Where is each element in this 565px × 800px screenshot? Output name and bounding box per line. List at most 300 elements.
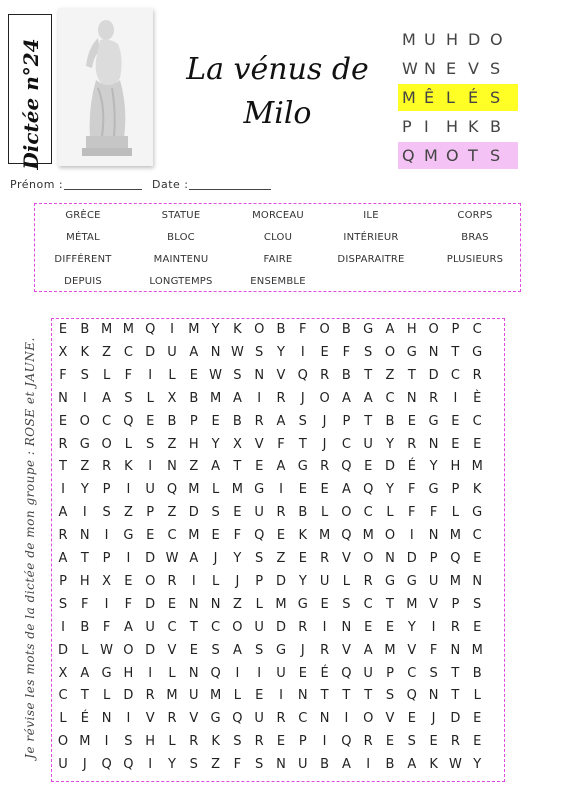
grid-letter[interactable]: C (102, 413, 112, 429)
grid-letter[interactable]: J (322, 436, 327, 452)
grid-letter[interactable]: H (123, 665, 134, 681)
grid-letter[interactable]: I (82, 390, 87, 406)
grid-letter[interactable]: M (449, 528, 461, 544)
grid-letter[interactable]: F (59, 367, 67, 383)
grid-letter[interactable]: R (189, 734, 199, 750)
grid-letter[interactable]: L (168, 665, 176, 681)
grid-letter[interactable]: C (211, 619, 221, 635)
grid-letter[interactable]: E (407, 413, 416, 429)
grid-letter[interactable]: R (363, 573, 373, 589)
grid-letter[interactable]: G (79, 436, 90, 452)
grid-letter[interactable]: I (104, 734, 109, 750)
grid-letter[interactable]: D (406, 551, 417, 566)
grid-letter[interactable]: C (341, 436, 351, 452)
grid-letter[interactable]: G (406, 344, 417, 360)
grid-letter[interactable]: M (318, 528, 331, 544)
grid-letter[interactable]: Q (145, 322, 156, 337)
grid-letter[interactable]: K (472, 482, 482, 498)
grid-letter[interactable]: A (189, 344, 199, 360)
grid-letter[interactable]: Q (341, 528, 352, 544)
grid-letter[interactable]: L (168, 734, 176, 750)
grid-letter[interactable]: Q (254, 528, 265, 544)
grid-letter[interactable]: T (233, 459, 242, 475)
grid-letter[interactable]: S (407, 734, 416, 750)
grid-letter[interactable]: U (145, 482, 155, 498)
grid-letter[interactable]: N (101, 711, 112, 727)
grid-letter[interactable]: R (298, 619, 308, 635)
grid-letter[interactable]: I (126, 711, 131, 727)
grid-letter[interactable]: I (170, 322, 174, 337)
grid-letter[interactable]: K (80, 344, 90, 360)
grid-letter[interactable]: I (322, 619, 327, 635)
grid-letter[interactable]: Z (167, 505, 177, 521)
grid-letter[interactable]: P (59, 573, 67, 589)
grid-letter[interactable]: L (342, 573, 351, 589)
grid-letter[interactable]: G (123, 528, 134, 544)
grid-letter[interactable]: X (58, 665, 68, 681)
grid-letter[interactable]: E (189, 642, 198, 658)
grid-letter[interactable]: J (82, 757, 87, 773)
prenom-blank[interactable] (64, 189, 142, 190)
grid-letter[interactable]: E (58, 413, 68, 429)
grid-letter[interactable]: Y (211, 436, 220, 452)
grid-letter[interactable]: N (319, 711, 330, 727)
grid-letter[interactable]: Z (167, 436, 177, 452)
grid-letter[interactable]: O (384, 528, 396, 544)
grid-letter[interactable]: Y (386, 482, 394, 498)
grid-letter[interactable]: R (320, 459, 330, 475)
grid-letter[interactable]: F (124, 596, 133, 612)
grid-letter[interactable]: Z (211, 757, 221, 773)
grid-letter[interactable]: Q (123, 757, 134, 773)
grid-letter[interactable]: O (428, 322, 439, 337)
grid-letter[interactable]: Q (166, 482, 178, 498)
grid-letter[interactable]: U (145, 619, 155, 635)
grid-letter[interactable]: S (364, 344, 373, 360)
grid-letter[interactable]: O (145, 573, 156, 589)
grid-letter[interactable]: M (384, 642, 396, 658)
grid-letter[interactable]: M (209, 688, 222, 704)
grid-letter[interactable]: G (472, 344, 483, 360)
grid-letter[interactable]: I (344, 711, 349, 727)
grid-letter[interactable]: G (472, 505, 483, 521)
grid-letter[interactable]: U (298, 757, 308, 773)
grid-letter[interactable]: X (102, 573, 112, 589)
grid-letter[interactable]: D (428, 367, 439, 383)
grid-letter[interactable]: X (58, 344, 68, 360)
grid-letter[interactable]: L (211, 573, 220, 589)
grid-letter[interactable]: H (145, 734, 156, 750)
grid-letter[interactable]: T (364, 413, 373, 429)
grid-letter[interactable]: L (386, 505, 394, 521)
grid-letter[interactable]: Y (168, 757, 176, 773)
grid-letter[interactable]: V (276, 367, 286, 383)
grid-letter[interactable]: E (473, 734, 482, 750)
grid-letter[interactable]: R (363, 734, 373, 750)
grid-letter[interactable]: C (407, 665, 417, 681)
grid-letter[interactable]: L (451, 505, 460, 521)
grid-letter[interactable]: E (211, 528, 220, 544)
grid-letter[interactable]: Q (232, 711, 243, 727)
grid-letter[interactable]: D (450, 711, 461, 727)
grid-letter[interactable]: Y (233, 551, 242, 566)
grid-letter[interactable]: L (124, 436, 133, 452)
grid-letter[interactable]: O (319, 322, 330, 337)
grid-letter[interactable]: A (363, 642, 373, 658)
grid-letter[interactable]: S (298, 413, 307, 429)
grid-letter[interactable]: O (123, 642, 134, 658)
grid-letter[interactable]: P (189, 413, 198, 429)
grid-letter[interactable]: M (231, 482, 243, 498)
grid-letter[interactable]: J (300, 642, 305, 658)
grid-letter[interactable]: H (450, 459, 461, 475)
grid-letter[interactable]: I (322, 734, 327, 750)
grid-letter[interactable]: Z (80, 459, 90, 475)
grid-letter[interactable]: C (123, 344, 133, 360)
grid-letter[interactable]: I (82, 505, 87, 521)
grid-letter[interactable]: R (450, 734, 460, 750)
grid-letter[interactable]: E (298, 482, 307, 498)
grid-letter[interactable]: B (320, 757, 330, 773)
grid-letter[interactable]: D (57, 642, 68, 658)
grid-letter[interactable]: N (428, 528, 439, 544)
grid-letter[interactable]: V (429, 596, 439, 612)
grid-letter[interactable]: M (209, 390, 222, 406)
grid-letter[interactable]: B (80, 322, 90, 337)
grid-letter[interactable]: I (148, 367, 153, 383)
grid-letter[interactable]: W (100, 642, 114, 658)
grid-letter[interactable]: N (428, 344, 439, 360)
grid-letter[interactable]: E (473, 551, 482, 566)
grid-letter[interactable]: K (233, 322, 242, 337)
grid-letter[interactable]: X (232, 436, 242, 452)
grid-letter[interactable]: I (279, 688, 283, 704)
grid-letter[interactable]: E (146, 413, 155, 429)
grid-letter[interactable]: E (473, 436, 482, 452)
grid-letter[interactable]: I (191, 573, 196, 589)
grid-letter[interactable]: S (146, 436, 155, 452)
grid-letter[interactable]: I (126, 482, 131, 498)
grid-letter[interactable]: P (451, 322, 460, 337)
grid-letter[interactable]: S (80, 367, 89, 383)
grid-letter[interactable]: V (341, 551, 351, 566)
grid-letter[interactable]: C (385, 390, 395, 406)
grid-letter[interactable]: N (428, 688, 439, 704)
grid-letter[interactable]: P (451, 482, 460, 498)
grid-letter[interactable]: L (59, 711, 67, 727)
grid-letter[interactable]: I (300, 344, 305, 360)
grid-letter[interactable]: E (276, 734, 286, 750)
grid-letter[interactable]: L (320, 505, 329, 521)
grid-letter[interactable]: E (364, 619, 373, 635)
grid-letter[interactable]: E (298, 551, 307, 566)
grid-letter[interactable]: Z (123, 505, 133, 521)
grid-letter[interactable]: T (298, 436, 307, 452)
grid-letter[interactable]: E (473, 619, 482, 635)
grid-letter[interactable]: G (297, 596, 308, 612)
grid-letter[interactable]: A (80, 665, 90, 681)
grid-letter[interactable]: J (322, 413, 327, 429)
grid-letter[interactable]: O (232, 619, 243, 635)
grid-letter[interactable]: M (406, 596, 418, 612)
grid-letter[interactable]: Q (341, 734, 352, 750)
grid-letter[interactable]: I (148, 665, 153, 681)
grid-letter[interactable]: N (167, 459, 177, 475)
grid-letter[interactable]: Z (276, 551, 286, 566)
grid-letter[interactable]: S (385, 688, 395, 704)
grid-letter[interactable]: G (363, 322, 374, 337)
grid-letter[interactable]: S (342, 596, 351, 612)
grid-letter[interactable]: H (79, 573, 90, 589)
grid-letter[interactable]: O (57, 734, 69, 750)
grid-letter[interactable]: R (254, 413, 264, 429)
grid-letter[interactable]: L (102, 367, 111, 383)
grid-letter[interactable]: E (276, 528, 286, 544)
grid-letter[interactable]: N (385, 551, 395, 566)
grid-letter[interactable]: W (165, 551, 179, 566)
grid-letter[interactable]: S (211, 642, 220, 658)
grid-letter[interactable]: R (472, 367, 482, 383)
grid-letter[interactable]: R (320, 551, 330, 566)
grid-letter[interactable]: I (453, 390, 458, 406)
grid-letter[interactable]: O (79, 413, 90, 429)
grid-letter[interactable]: L (102, 688, 111, 704)
grid-letter[interactable]: A (363, 390, 373, 406)
grid-letter[interactable]: E (429, 734, 438, 750)
grid-letter[interactable]: K (298, 528, 308, 544)
grid-letter[interactable]: R (276, 505, 286, 521)
grid-letter[interactable]: E (233, 505, 242, 521)
grid-letter[interactable]: C (472, 322, 482, 337)
grid-letter[interactable]: T (451, 688, 460, 704)
grid-letter[interactable]: Q (210, 665, 221, 681)
grid-letter[interactable]: W (448, 757, 462, 773)
grid-letter[interactable]: L (211, 482, 220, 498)
grid-letter[interactable]: E (255, 459, 264, 475)
grid-letter[interactable]: N (58, 390, 68, 406)
grid-letter[interactable]: I (148, 459, 153, 475)
grid-letter[interactable]: É (407, 459, 416, 475)
grid-letter[interactable]: Q (101, 757, 112, 773)
grid-letter[interactable]: R (407, 436, 417, 452)
grid-letter[interactable]: T (320, 688, 329, 704)
grid-letter[interactable]: E (146, 528, 155, 544)
grid-letter[interactable]: T (80, 551, 89, 566)
grid-letter[interactable]: L (168, 367, 176, 383)
grid-letter[interactable]: W (209, 367, 223, 383)
grid-letter[interactable]: P (146, 505, 155, 521)
grid-letter[interactable]: D (145, 551, 156, 566)
grid-letter[interactable]: N (210, 344, 221, 360)
grid-letter[interactable]: O (101, 436, 112, 452)
grid-letter[interactable]: T (451, 344, 460, 360)
grid-letter[interactable]: G (297, 459, 308, 475)
grid-letter[interactable]: A (276, 413, 286, 429)
grid-letter[interactable]: Q (341, 665, 352, 681)
grid-letter[interactable]: F (299, 322, 307, 337)
grid-letter[interactable]: E (385, 734, 395, 750)
grid-letter[interactable]: A (341, 482, 351, 498)
grid-letter[interactable]: R (320, 367, 330, 383)
grid-letter[interactable]: F (124, 367, 133, 383)
grid-letter[interactable]: A (341, 757, 351, 773)
grid-letter[interactable]: F (429, 642, 438, 658)
grid-letter[interactable]: A (211, 459, 221, 475)
grid-letter[interactable]: B (232, 413, 242, 429)
grid-letter[interactable]: V (189, 711, 199, 727)
grid-letter[interactable]: N (450, 642, 461, 658)
grid-letter[interactable]: R (167, 573, 177, 589)
grid-letter[interactable]: S (124, 734, 133, 750)
grid-letter[interactable]: R (58, 436, 68, 452)
grid-letter[interactable]: B (385, 757, 395, 773)
grid-letter[interactable]: É (80, 711, 89, 727)
grid-letter[interactable]: B (385, 413, 395, 429)
grid-letter[interactable]: R (320, 642, 330, 658)
grid-letter[interactable]: T (80, 688, 89, 704)
grid-letter[interactable]: M (188, 482, 200, 498)
grid-letter[interactable]: E (320, 596, 329, 612)
grid-letter[interactable]: E (320, 482, 329, 498)
grid-letter[interactable]: U (276, 665, 286, 681)
grid-letter[interactable]: A (385, 322, 395, 337)
grid-letter[interactable]: F (233, 528, 242, 544)
grid-letter[interactable]: M (471, 459, 483, 475)
grid-letter[interactable]: C (167, 528, 177, 544)
grid-letter[interactable]: P (102, 482, 111, 498)
grid-letter[interactable]: P (342, 413, 351, 429)
grid-letter[interactable]: F (342, 344, 351, 360)
grid-letter[interactable]: R (145, 688, 155, 704)
grid-letter[interactable]: O (319, 390, 330, 406)
grid-letter[interactable]: Y (277, 344, 285, 360)
grid-letter[interactable]: Y (80, 482, 89, 498)
grid-letter[interactable]: A (276, 459, 286, 475)
grid-letter[interactable]: Y (407, 619, 416, 635)
grid-letter[interactable]: C (167, 619, 177, 635)
grid-letter[interactable]: V (254, 436, 264, 452)
grid-letter[interactable]: S (473, 596, 482, 612)
grid-letter[interactable]: Q (363, 482, 374, 498)
grid-letter[interactable]: U (363, 665, 373, 681)
grid-letter[interactable]: G (428, 413, 439, 429)
grid-letter[interactable]: F (102, 619, 111, 635)
grid-letter[interactable]: O (363, 711, 374, 727)
grid-letter[interactable]: E (124, 573, 133, 589)
grid-letter[interactable]: E (385, 619, 395, 635)
grid-letter[interactable]: I (104, 528, 109, 544)
grid-letter[interactable]: O (384, 344, 396, 360)
grid-letter[interactable]: N (276, 757, 286, 773)
grid-letter[interactable]: C (450, 367, 460, 383)
grid-letter[interactable]: N (472, 573, 483, 589)
grid-letter[interactable]: F (277, 436, 285, 452)
grid-letter[interactable]: G (210, 711, 221, 727)
grid-letter[interactable]: E (451, 436, 460, 452)
grid-letter[interactable]: V (145, 711, 155, 727)
grid-letter[interactable]: Q (123, 413, 134, 429)
grid-letter[interactable]: U (254, 505, 264, 521)
grid-letter[interactable]: D (275, 573, 286, 589)
grid-letter[interactable]: U (189, 688, 199, 704)
grid-letter[interactable]: E (320, 344, 329, 360)
grid-letter[interactable]: M (188, 528, 200, 544)
grid-letter[interactable]: I (431, 619, 436, 635)
grid-letter[interactable]: E (255, 688, 264, 704)
grid-letter[interactable]: O (341, 505, 352, 521)
grid-letter[interactable]: D (145, 596, 156, 612)
grid-letter[interactable]: U (254, 711, 264, 727)
grid-letter[interactable]: G (428, 482, 439, 498)
grid-letter[interactable]: U (363, 436, 373, 452)
grid-letter[interactable]: P (451, 596, 460, 612)
grid-letter[interactable]: C (472, 413, 482, 429)
grid-letter[interactable]: T (386, 596, 394, 612)
grid-letter[interactable]: R (276, 711, 286, 727)
grid-letter[interactable]: È (473, 390, 482, 406)
grid-letter[interactable]: B (298, 505, 308, 521)
grid-letter[interactable]: S (255, 757, 264, 773)
grid-letter[interactable]: T (59, 459, 67, 475)
grid-letter[interactable]: D (145, 642, 156, 658)
grid-letter[interactable]: G (275, 642, 287, 658)
grid-letter[interactable]: O (363, 551, 374, 566)
grid-letter[interactable]: C (363, 596, 373, 612)
grid-letter[interactable]: L (255, 596, 263, 612)
grid-letter[interactable]: N (188, 596, 199, 612)
grid-letter[interactable]: D (275, 619, 286, 635)
grid-letter[interactable]: F (408, 482, 416, 498)
grid-letter[interactable]: Y (298, 573, 307, 589)
grid-letter[interactable]: S (189, 757, 198, 773)
grid-letter[interactable]: L (81, 642, 89, 658)
grid-letter[interactable]: R (276, 390, 286, 406)
grid-letter[interactable]: M (188, 322, 200, 337)
grid-letter[interactable]: T (342, 688, 351, 704)
grid-letter[interactable]: P (386, 665, 394, 681)
grid-letter[interactable]: B (189, 390, 199, 406)
grid-letter[interactable]: A (58, 505, 68, 521)
grid-letter[interactable]: M (362, 528, 374, 544)
grid-letter[interactable]: N (188, 665, 199, 681)
grid-letter[interactable]: L (233, 688, 242, 704)
grid-letter[interactable]: B (341, 322, 351, 337)
grid-letter[interactable]: T (451, 665, 460, 681)
grid-letter[interactable]: S (233, 734, 242, 750)
grid-letter[interactable]: S (429, 665, 438, 681)
grid-letter[interactable]: Y (211, 322, 220, 337)
grid-letter[interactable]: G (384, 573, 396, 589)
grid-letter[interactable]: E (211, 413, 220, 429)
grid-letter[interactable]: P (255, 573, 264, 589)
grid-letter[interactable]: R (450, 619, 460, 635)
grid-letter[interactable]: K (211, 734, 220, 750)
grid-letter[interactable]: M (100, 322, 113, 337)
grid-letter[interactable]: B (80, 619, 90, 635)
grid-letter[interactable]: Z (102, 344, 112, 360)
grid-letter[interactable]: J (213, 551, 218, 566)
grid-letter[interactable]: N (254, 367, 265, 383)
grid-letter[interactable]: I (126, 551, 131, 566)
grid-letter[interactable]: D (123, 688, 134, 704)
grid-letter[interactable]: P (429, 551, 438, 566)
grid-letter[interactable]: U (167, 344, 177, 360)
grid-letter[interactable]: Y (386, 436, 394, 452)
grid-letter[interactable]: H (188, 436, 199, 452)
grid-letter[interactable]: H (406, 322, 417, 337)
grid-letter[interactable]: L (473, 688, 481, 704)
grid-letter[interactable]: I (279, 482, 283, 498)
